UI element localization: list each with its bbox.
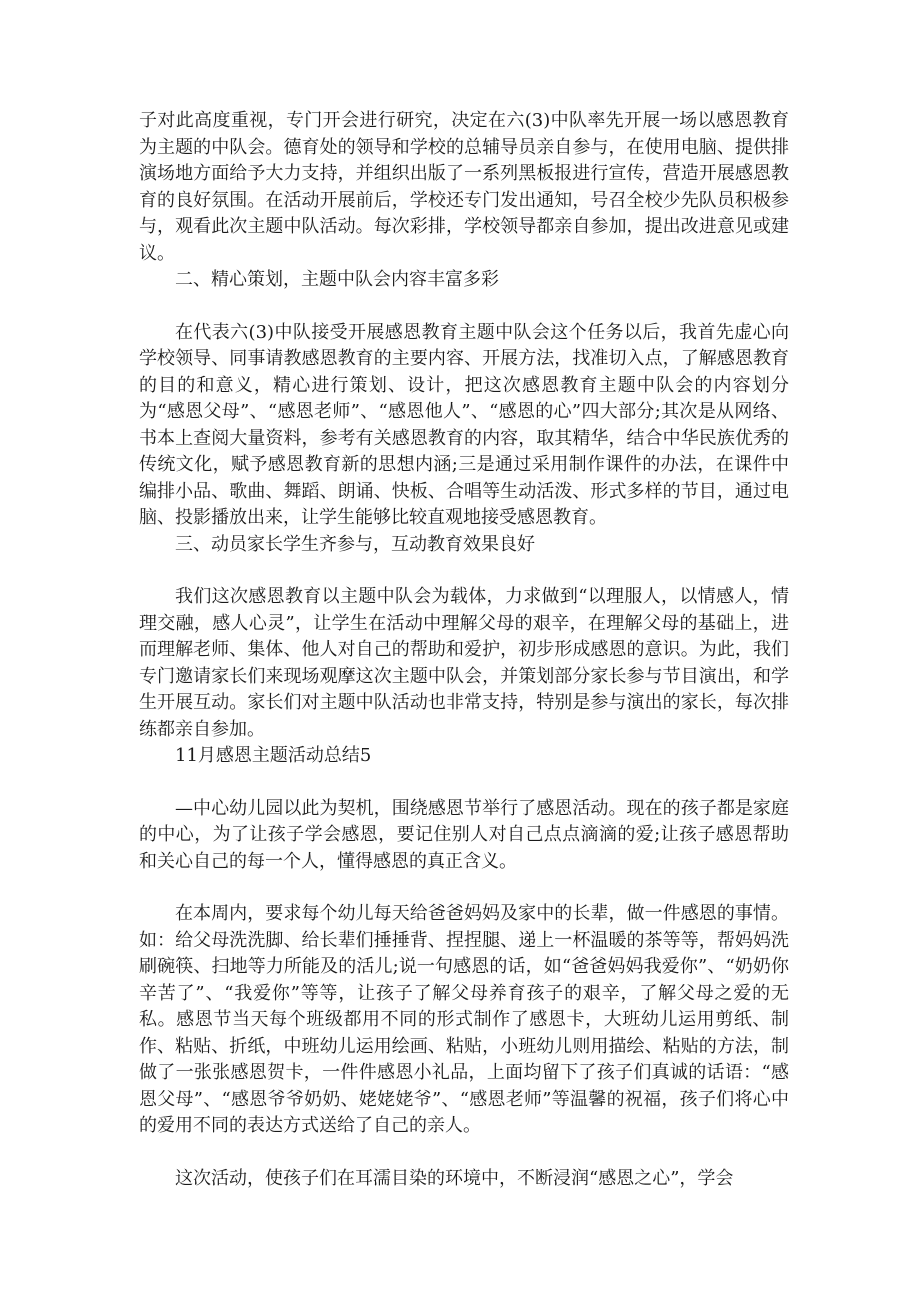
document-page	[139, 108, 789, 1192]
section-heading-2: 二、精心策划，主题中队会内容丰富多彩	[175, 269, 499, 290]
paragraph-week-activities: 在本周内，要求每个幼儿每天给爸爸妈妈及家中的长辈，做一件感恩的事情。如：给父母洗洗脚、给长辈们捶捶背、捏捏腿、递上一杯温暖的茶等等，帮妈妈洗刷碗筷、扫地等力所能及的活儿;说一句感恩的话，如“爸爸妈妈我爱你”、“奶奶你辛苦了”、“我爱你”等等，让孩子了解父母养育孩子的艰辛，了解父母之爱的无私。感恩节当天每个班级都用不同的形式制作了感恩卡，大班幼儿运用剪纸、制作、粘贴、折纸，中班幼儿运用绘画、粘贴，小班幼儿则用描绘、粘贴的方法，制做了一张张感恩贺卡，一件件感恩小礼品，上面均留下了孩子们真诚的话语：“感恩父母”、“感恩爷爷奶奶、姥姥姥爷”、“感恩老师”等温馨的祝福，孩子们将心中的爱用不同的表达方式送给了自己的亲人。	[139, 903, 789, 1136]
paragraph-parents: 我们这次感恩教育以主题中队会为载体，力求做到“以理服人，以情感人，情理交融，感人心灵”，让学生在活动中理解父母的艰辛，在理解父母的基础上，进而理解老师、集体、他人对自己的帮助和爱护，初步形成感恩的意识。为此，我们专门邀请家长们来现场观摩这次主题中队会，并策划部分家长参与节目演出，和学生开展互动。家长们对主题中队活动也非常支持，特别是参与演出的家长，每次排练都亲自参加。	[139, 586, 789, 740]
paragraph-conclusion: 这次活动，使孩子们在耳濡目染的环境中，不断浸润“感恩之心”，学会	[175, 1167, 734, 1189]
paragraph-kindergarten: —中心幼儿园以此为契机，围绕感恩节举行了感恩活动。现在的孩子都是家庭的中心，为了让孩子学会感恩，要记住别人对自己点点滴滴的爱;让孩子感恩帮助和关心自己的每一个人，懂得感恩的真正含义。	[139, 797, 789, 872]
article-title-5: 11月感恩主题活动总结5	[175, 745, 372, 766]
section-heading-3: 三、动员家长学生齐参与，互动教育效果良好	[175, 533, 535, 555]
paragraph-intro-continued: 子对此高度重视，专门开会进行研究，决定在六(3)中队率先开展一场以感恩教育为主题的中队会。德育处的领导和学校的总辅导员亲自参与，在使用电脑、提供排演场地方面给予大力支持，并组织出版了一系列黑板报进行宣传，营造开展感恩教育的良好氛围。在活动开展前后，学校还专门发出通知，号召全校少先队员积极参与，观看此次主题中队活动。每次彩排，学校领导都亲自参加，提出改进意见或建议。	[139, 110, 789, 264]
paragraph-planning: 在代表六(3)中队接受开展感恩教育主题中队会这个任务以后，我首先虚心向学校领导、同事请教感恩教育的主要内容、开展方法，找准切入点，了解感恩教育的目的和意义，精心进行策划、设计，把这次感恩教育主题中队会的内容划分为“感恩父母”、“感恩老师”、“感恩他人”、“感恩的心”四大部分;其次是从网络、书本上查阅大量资料，参考有关感恩教育的内容，取其精华，结合中华民族优秀的传统文化，赋予感恩教育新的思想内涵;三是通过采用制作课件的办法，在课件中编排小品、歌曲、舞蹈、朗诵、快板、合唱等生动活泼、形式多样的节目，通过电脑、投影播放出来，让学生能够比较直观地接受感恩教育。	[139, 321, 789, 528]
